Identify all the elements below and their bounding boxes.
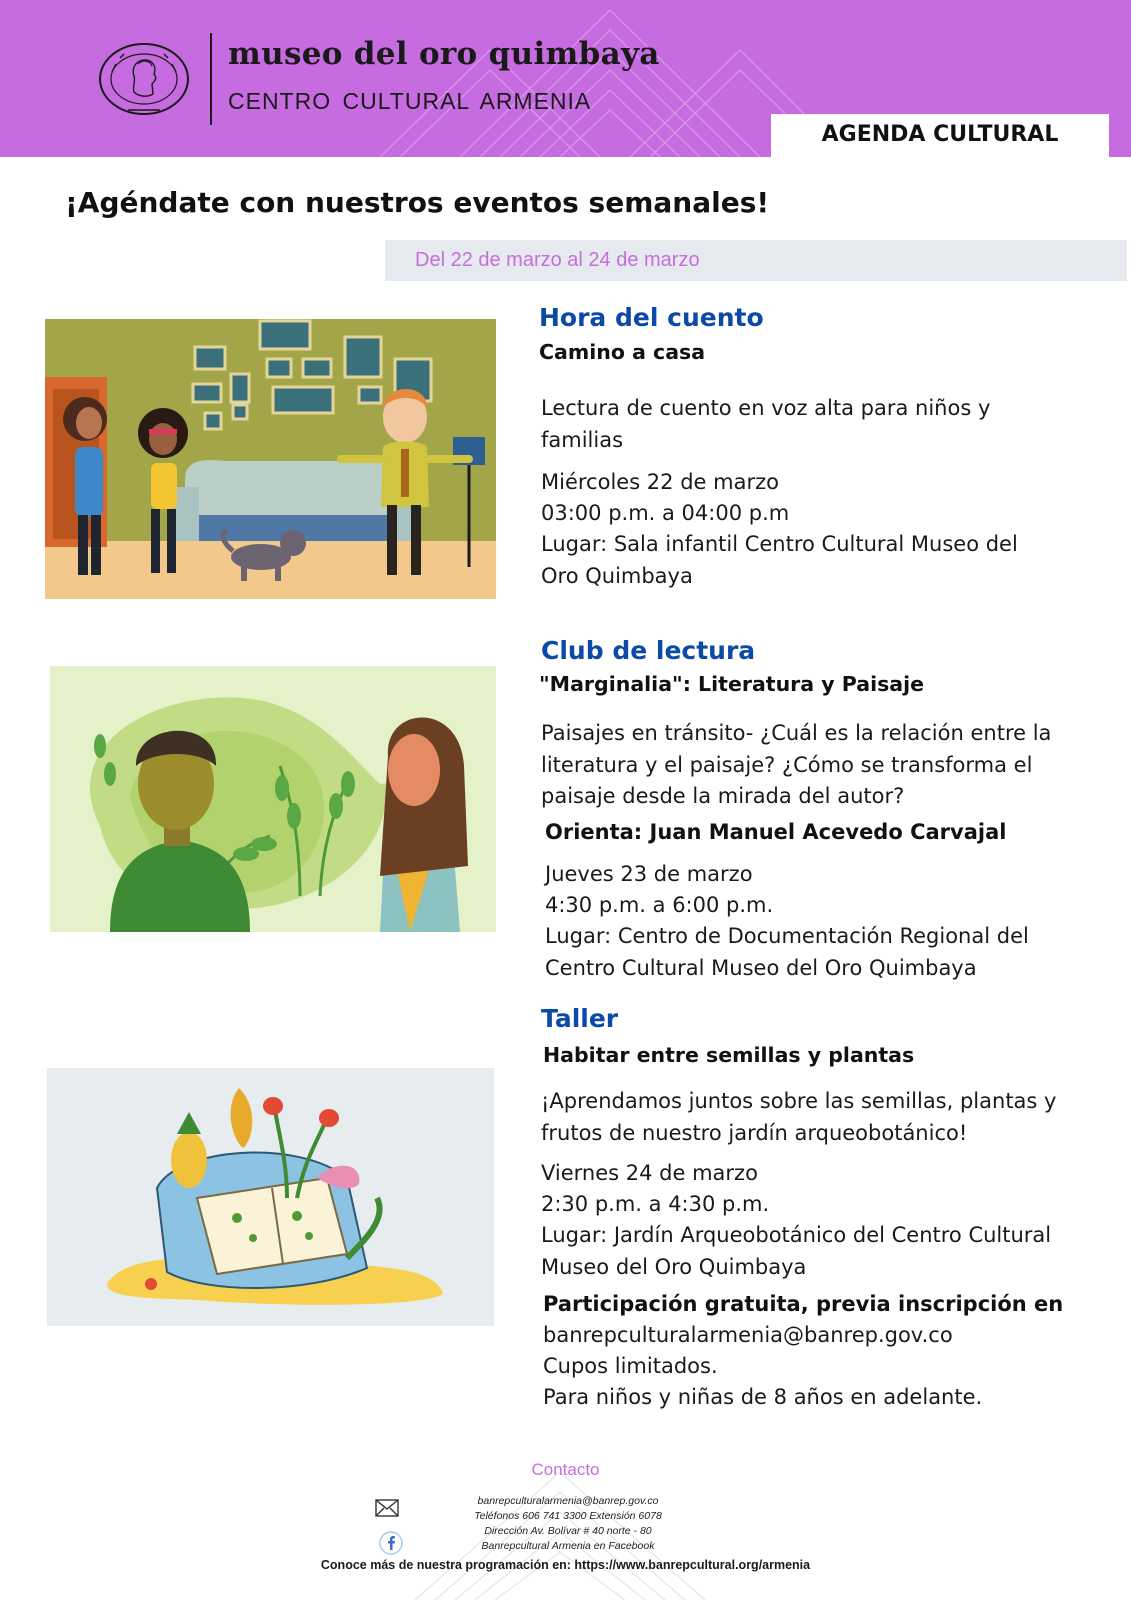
event-place: Lugar: Centro de Documentación Regional del Centro Cultural Museo del Oro Quimbaya	[545, 924, 1029, 980]
event-registration: Participación gratuita, previa inscripción en	[543, 1292, 1064, 1316]
center-name: CENTRO CULTURAL ARMENIA	[228, 88, 592, 114]
date-range: Del 22 de marzo al 24 de marzo	[415, 249, 700, 271]
event-image-backpack	[47, 1068, 494, 1326]
event-image-conversation	[50, 666, 496, 932]
event-time: 03:00 p.m. a 04:00 p.m	[541, 501, 790, 525]
event-subtitle: Camino a casa	[539, 340, 706, 364]
event-time: 4:30 p.m. a 6:00 p.m.	[545, 893, 774, 917]
contact-heading: Contacto	[531, 1460, 600, 1479]
museum-name: museo del oro quimbaya	[228, 36, 660, 72]
event-time: 2:30 p.m. a 4:30 p.m.	[541, 1192, 770, 1216]
event-date: Miércoles 22 de marzo	[541, 470, 779, 494]
event-subtitle: "Marginalia": Literatura y Paisaje	[539, 672, 925, 696]
page-title: ¡Agéndate con nuestros eventos semanales!	[65, 186, 770, 219]
event-guide: Orienta: Juan Manuel Acevedo Carvajal	[545, 820, 1007, 844]
event-description: ¡Aprendamos juntos sobre las semillas, plantas y frutos de nuestro jardín arqueobotánico!	[541, 1089, 1057, 1145]
event-title: Club de lectura	[541, 636, 756, 665]
event-audience: Para niños y niñas de 8 años en adelante.	[543, 1385, 983, 1409]
event-date: Viernes 24 de marzo	[541, 1161, 758, 1185]
header-divider	[210, 33, 212, 125]
event-title: Taller	[541, 1004, 619, 1033]
event-place: Lugar: Jardín Arqueobotánico del Centro Cultural Museo del Oro Quimbaya	[541, 1223, 1052, 1279]
contact-facebook[interactable]: Banrepcultural Armenia en Facebook	[481, 1540, 655, 1552]
banco-republica-seal-icon	[98, 42, 190, 116]
contact-phone: Teléfonos 606 741 3300 Extensión 6078	[474, 1510, 662, 1522]
agenda-tab	[771, 114, 1109, 164]
event-date: Jueves 23 de marzo	[545, 862, 753, 886]
contact-address: Dirección Av. Bolívar # 40 norte - 80	[484, 1525, 652, 1537]
event-description: Paisajes en tránsito- ¿Cuál es la relación entre la literatura y el paisaje? ¿Cómo se transforma el paisaje desde la mirada del autor?	[541, 721, 1052, 808]
event-title: Hora del cuento	[539, 303, 764, 332]
event-description: Lectura de cuento en voz alta para niños y familias	[541, 396, 991, 452]
footer-more-info[interactable]: Conoce más de nuestra programación en: https://www.banrepcultural.org/armenia	[320, 1558, 811, 1572]
event-place: Lugar: Sala infantil Centro Cultural Museo del Oro Quimbaya	[541, 532, 1018, 588]
contact-email[interactable]: banrepculturalarmenia@banrep.gov.co	[477, 1495, 659, 1507]
event-limited: Cupos limitados.	[543, 1354, 718, 1378]
date-range-bar	[385, 240, 1127, 281]
event-subtitle: Habitar entre semillas y plantas	[543, 1043, 915, 1067]
event-image-family	[45, 319, 496, 599]
agenda-label: AGENDA CULTURAL	[821, 122, 1059, 147]
event-email[interactable]: banrepculturalarmenia@banrep.gov.co	[543, 1323, 953, 1347]
